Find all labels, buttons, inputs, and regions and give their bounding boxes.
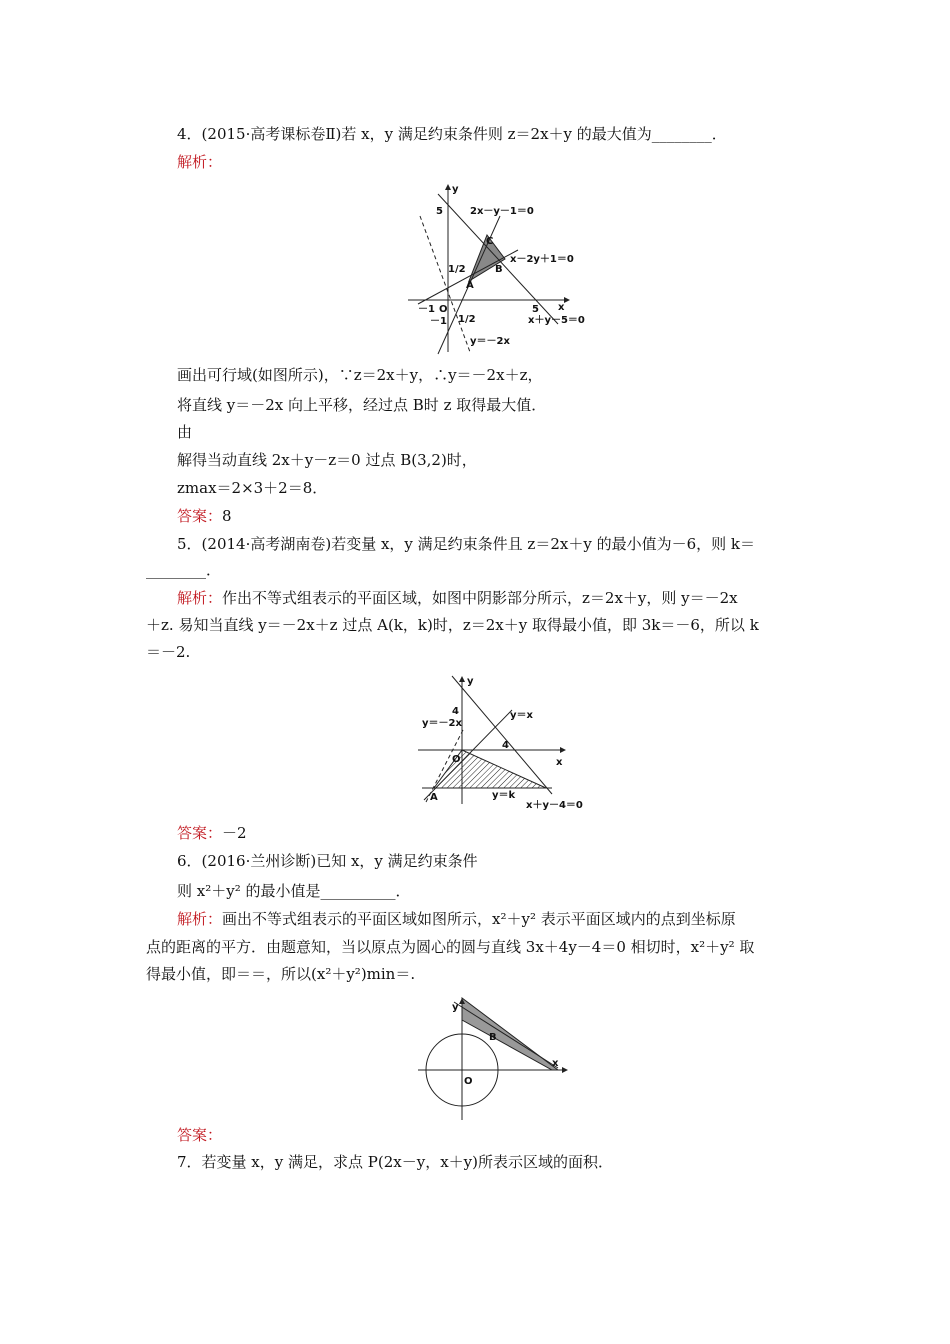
q5-feasible-region [434, 750, 546, 788]
q4-fig-l3: x＋y－5＝0 [528, 315, 585, 326]
q4-line-x-2y+1 [418, 250, 518, 304]
q4-answer-row [177, 506, 232, 526]
q6-answer-label: 答案： [177, 1126, 223, 1144]
q5-answer-row [177, 823, 247, 843]
q5-fig-l3: y＝k [492, 790, 516, 801]
q4-analysis-label: 解析： [177, 153, 223, 171]
q6-analysis-line-1 [177, 909, 736, 929]
q5-answer-label: 答案： [177, 824, 223, 842]
q5-fig-l1: y＝x [510, 710, 533, 721]
q4-fig-half-x: 1/2 [458, 314, 476, 325]
q4-fig-y: y [452, 184, 459, 195]
q6-figure [412, 996, 580, 1122]
q4-figure [398, 176, 588, 358]
q4-fig-five-y: 5 [436, 206, 443, 217]
q5-answer: －2 [222, 824, 247, 842]
q5-fig-four-y: 4 [452, 706, 459, 717]
q4-line-y-2x [420, 216, 470, 352]
q4-analysis-line-4: 解得当动直线 2x＋y－z＝0 过点 B(3,2)时， [177, 451, 477, 469]
q6-fig-B: B [489, 1032, 497, 1043]
q4-analysis-line-1: 画出可行域(如图所示)，∵z＝2x＋y，∴y＝－2x＋z， [177, 366, 543, 384]
q4-analysis-line-2: 将直线 y＝－2x 向上平移，经过点 B时 z 取得最大值． [177, 396, 547, 414]
q5-stem-line-2: ________． [146, 561, 222, 579]
q4-fig-neg1x: －1 [418, 304, 435, 315]
q5-stem-line-1: 5．(2014·高考湖南卷)若变量 x，y 满足约束条件且 z＝2x＋y 的最小值为－6，则 k＝ [177, 535, 755, 553]
q5-analysis-text-1: 作出不等式组表示的平面区域，如图中阴影部分所示，z＝2x＋y，则 y＝－2x [222, 589, 738, 607]
q7-stem: 7．若变量 x，y 满足，求点 P(2x－y，x＋y)所表示区域的面积． [177, 1153, 613, 1171]
q4-analysis-line-3: 由 [177, 423, 193, 441]
q4-fig-C: C [486, 236, 494, 247]
q5-analysis-line-2: ＋z. 易知当直线 y＝－2x＋z 过点 A(k，k)时，z＝2x＋y 取得最小值，即 3k＝－6，所以 k [146, 616, 759, 634]
q6-fig-x: x [552, 1058, 559, 1069]
q6-stem: 6．(2016·兰州诊断)已知 x，y 满足约束条件 [177, 852, 478, 870]
q4-fig-B: B [495, 264, 503, 275]
q4-fig-x: x [558, 302, 565, 313]
q6-stem-2: 则 x²＋y² 的最小值是__________． [177, 882, 411, 900]
q5-fig-y: y [467, 676, 474, 687]
q4-fig-l1: 2x－y－1＝0 [470, 206, 534, 217]
q5-fig-A: A [430, 792, 438, 803]
q6-fig-origin: O [464, 1076, 473, 1087]
q4-fig-five-x: 5 [532, 304, 539, 315]
q6-analysis-text-1: 画出不等式组表示的平面区域如图所示，x²＋y² 表示平面区域内的点到坐标原 [222, 910, 736, 928]
q5-fig-l2: y＝－2x [422, 718, 462, 729]
q4-answer: 8 [222, 507, 232, 525]
q4-fig-l2: x－2y＋1＝0 [510, 254, 574, 265]
q6-analysis-label: 解析： [177, 910, 223, 928]
q5-fig-four-x: 4 [502, 740, 509, 751]
q5-analysis-line-3: ＝－2. [146, 643, 191, 661]
q4-fig-l4: y＝－2x [470, 336, 510, 347]
q5-fig-l4: x＋y－4＝0 [526, 800, 583, 811]
q4-stem: 4．(2015·高考课标卷Ⅱ)若 x，y 满足约束条件则 z＝2x＋y 的最大值为________． [177, 125, 727, 143]
q4-analysis-line-5: zmax＝2×3＋2＝8． [177, 479, 328, 497]
q5-analysis-label: 解析： [177, 589, 223, 607]
q4-fig-origin: O [439, 304, 448, 315]
q4-fig-half-y: 1/2 [448, 264, 466, 275]
q5-figure [412, 670, 590, 812]
q6-analysis-line-2: 点的距离的平方．由题意知，当以原点为圆心的圆与直线 3x＋4y－4＝0 相切时，x²＋y² 取 [146, 938, 755, 956]
q5-analysis-line-1 [177, 588, 738, 608]
q4-answer-label: 答案： [177, 507, 223, 525]
q4-fig-neg1y: －1 [430, 316, 447, 327]
q6-analysis-line-3: 得最小值，即＝＝，所以(x²＋y²)min＝. [146, 965, 416, 983]
q6-fig-y: y [452, 1002, 459, 1013]
q4-fig-A: A [466, 280, 474, 291]
q5-fig-x: x [556, 757, 563, 768]
q5-fig-origin: O [452, 754, 461, 765]
